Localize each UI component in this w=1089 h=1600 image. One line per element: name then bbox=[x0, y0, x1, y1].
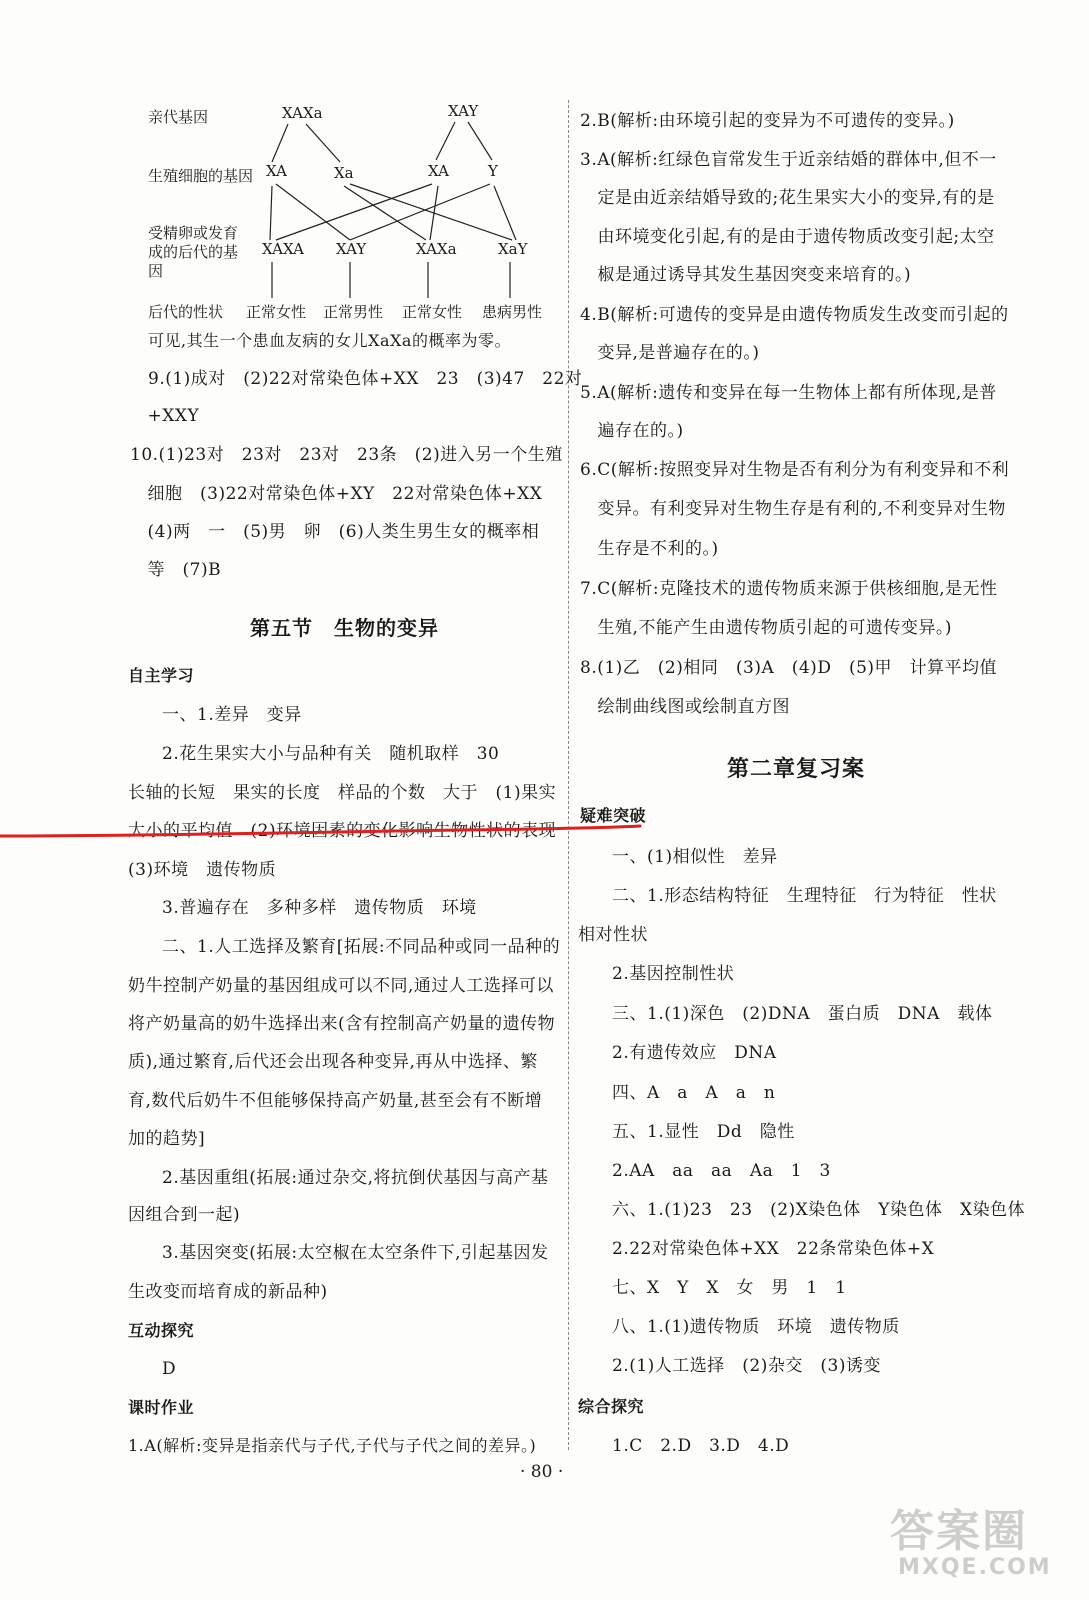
offspring-gene-2: XAY bbox=[336, 240, 367, 258]
right-line-6: 4.B(解析:可遗传的变异是由遗传物质发生改变而引起的 bbox=[580, 305, 1009, 325]
zizhu-line-5: (3)环境 遗传物质 bbox=[128, 860, 277, 880]
page-number: · 80 · bbox=[520, 1462, 564, 1482]
yinan-line-3: 相对性状 bbox=[578, 925, 648, 945]
label-offspring-genes-2: 成的后代的基 bbox=[148, 243, 239, 261]
zizhu-line-6: 3.普遍存在 多种多样 遗传物质 环境 bbox=[162, 898, 477, 918]
right-line-3: 定是由近亲结婚导致的;花生果实大小的变异,有的是 bbox=[580, 188, 995, 208]
zizhu-line-1: 一、1.差异 变异 bbox=[162, 705, 302, 725]
label-offspring-genes-1: 受精卵或发育 bbox=[148, 224, 239, 242]
offspring-gene-1: XAXA bbox=[262, 240, 304, 258]
right-line-9: 遍存在的。) bbox=[580, 421, 684, 441]
zizhu-line-12: 加的趋势] bbox=[128, 1129, 206, 1149]
gamete-gene-2: Xa bbox=[334, 164, 354, 182]
yinan-line-4: 2.基因控制性状 bbox=[612, 964, 735, 984]
trait-3: 正常女性 bbox=[402, 303, 463, 321]
zizhu-line-10: 质),通过繁育,后代还会出现各种变异,再从中选择、繁 bbox=[128, 1052, 538, 1072]
left-line-6: 等 (7)B bbox=[130, 560, 222, 580]
section-title: 第五节 生物的变异 bbox=[250, 616, 439, 640]
label-traits: 后代的性状 bbox=[148, 303, 224, 321]
diagram-conclusion: 可见,其生一个患血友病的女儿XaXa的概率为零。 bbox=[148, 331, 511, 350]
right-line-13: 7.C(解析:克隆技术的遗传物质来源于供核细胞,是无性 bbox=[580, 579, 998, 599]
trait-2: 正常男性 bbox=[323, 303, 384, 321]
yinan-line-5: 三、1.(1)深色 (2)DNA 蛋白质 DNA 载体 bbox=[612, 1004, 993, 1024]
heading-hudong: 互动探究 bbox=[128, 1321, 195, 1340]
label-offspring-genes-3: 因 bbox=[148, 262, 164, 280]
watermark bbox=[890, 1495, 1080, 1590]
right-line-14: 生殖,不能产生由遗传物质引起的可遗传变异。) bbox=[580, 618, 953, 638]
zizhu-line-8: 奶牛控制产奶量的基因组成可以不同,通过人工选择可以 bbox=[128, 976, 554, 996]
yinan-line-6: 2.有遗传效应 DNA bbox=[612, 1043, 777, 1063]
heading-zizhu: 自主学习 bbox=[128, 666, 195, 685]
zizhu-line-9: 将产奶量高的奶牛选择出来(含有控制高产奶量的遗传物 bbox=[128, 1014, 556, 1034]
right-line-4: 由环境变化引起,有的是由于遗传物质改变引起;太空 bbox=[580, 227, 995, 247]
label-parent-genes: 亲代基因 bbox=[148, 108, 209, 126]
zizhu-line-13: 2.基因重组(拓展:通过杂交,将抗倒伏基因与高产基 bbox=[162, 1168, 549, 1188]
zizhu-line-2: 2.花生果实大小与品种有关 随机取样 30 bbox=[162, 744, 500, 764]
gamete-gene-1: XA bbox=[266, 162, 287, 180]
heading-keshi: 课时作业 bbox=[128, 1398, 195, 1417]
zizhu-line-15: 3.基因突变(拓展:太空椒在太空条件下,引起基因发 bbox=[162, 1243, 549, 1263]
right-line-16: 绘制曲线图或绘制直方图 bbox=[580, 697, 790, 717]
hudong-answer: D bbox=[162, 1359, 177, 1379]
zizhu-line-11: 育,数代后奶牛不但能够保持高产奶量,甚至会有不断增 bbox=[128, 1091, 543, 1111]
yinan-line-11: 2.22对常染色体+XX 22条常染色体+X bbox=[612, 1239, 935, 1259]
left-line-4: 细胞 (3)22对常染色体+XY 22对常染色体+XX bbox=[130, 484, 543, 504]
right-line-5: 椒是通过诱导其发生基因突变来培育的。) bbox=[580, 265, 912, 285]
zizhu-line-14: 因组合到一起) bbox=[128, 1205, 241, 1225]
left-line-3: 10.(1)23对 23对 23对 23条 (2)进入另一个生殖 bbox=[130, 445, 563, 465]
watermark-url: MXQE.COM bbox=[898, 1555, 1052, 1580]
gamete-gene-4: Y bbox=[488, 162, 498, 180]
yinan-line-13: 八、1.(1)遗传物质 环境 遗传物质 bbox=[612, 1317, 900, 1337]
zizhu-line-16: 生改变而培育成的新品种) bbox=[128, 1282, 328, 1302]
heading-yinan: 疑难突破 bbox=[580, 806, 647, 825]
right-line-8: 5.A(解析:遗传和变异在每一生物体上都有所体现,是普 bbox=[580, 383, 997, 403]
trait-4: 患病男性 bbox=[482, 303, 543, 321]
offspring-gene-3: XAXa bbox=[416, 240, 457, 258]
heading-zonghe: 综合探究 bbox=[578, 1397, 645, 1416]
right-line-1: 2.B(解析:由环境引起的变异为不可遗传的变异。) bbox=[580, 111, 955, 131]
left-line-2: +XXY bbox=[130, 406, 200, 426]
yinan-line-14: 2.(1)人工选择 (2)杂交 (3)诱变 bbox=[612, 1356, 881, 1376]
parent-gene-father: XAY bbox=[448, 102, 479, 120]
right-line-12: 生存是不利的。) bbox=[580, 539, 719, 559]
zizhu-line-4: 大小的平均值 (2)环境因素的变化影响生物性状的表现 bbox=[128, 821, 557, 841]
right-line-2: 3.A(解析:红绿色盲常发生于近亲结婚的群体中,但不一 bbox=[580, 150, 997, 170]
gamete-gene-3: XA bbox=[428, 162, 449, 180]
yinan-line-9: 2.AA aa aa Aa 1 3 bbox=[612, 1161, 831, 1181]
parent-gene-mother: XAXa bbox=[282, 104, 323, 122]
chapter-title: 第二章复习案 bbox=[727, 757, 866, 782]
yinan-line-12: 七、X Y X 女 男 1 1 bbox=[612, 1278, 847, 1298]
keshi-line-1: 1.A(解析:变异是指亲代与子代,子代与子代之间的差异。) bbox=[128, 1436, 537, 1455]
zizhu-line-3: 长轴的长短 果实的长度 样品的个数 大于 (1)果实 bbox=[128, 783, 557, 803]
trait-1: 正常女性 bbox=[246, 303, 307, 321]
zonghe-line-1: 1.C 2.D 3.D 4.D bbox=[612, 1436, 790, 1456]
right-line-15: 8.(1)乙 (2)相同 (3)A (4)D (5)甲 计算平均值 bbox=[580, 658, 998, 678]
right-line-10: 6.C(解析:按照变异对生物是否有利分为有利变异和不利 bbox=[580, 460, 1010, 480]
yinan-line-7: 四、A a A a n bbox=[612, 1083, 776, 1103]
zizhu-line-7: 二、1.人工选择及繁育[拓展:不同品种或同一品种的 bbox=[162, 937, 561, 957]
right-line-11: 变异。有利变异对生物生存是有利的,不利变异对生物 bbox=[580, 499, 1006, 519]
yinan-line-1: 一、(1)相似性 差异 bbox=[612, 847, 778, 867]
watermark-logo-text: 答案圈 bbox=[890, 1506, 1028, 1557]
yinan-line-10: 六、1.(1)23 23 (2)X染色体 Y染色体 X染色体 bbox=[612, 1200, 1026, 1220]
yinan-line-8: 五、1.显性 Dd 隐性 bbox=[612, 1122, 795, 1142]
left-line-1: 9.(1)成对 (2)22对常染色体+XX 23 (3)47 22对 bbox=[148, 369, 583, 389]
yinan-line-2: 二、1.形态结构特征 生理特征 行为特征 性状 bbox=[612, 886, 997, 906]
left-line-5: (4)两 一 (5)男 卵 (6)人类生男生女的概率相 bbox=[130, 522, 540, 542]
offspring-gene-4: XaY bbox=[498, 240, 528, 258]
right-line-7: 变异,是普遍存在的。) bbox=[580, 343, 760, 363]
label-gamete-genes: 生殖细胞的基因 bbox=[148, 167, 254, 185]
